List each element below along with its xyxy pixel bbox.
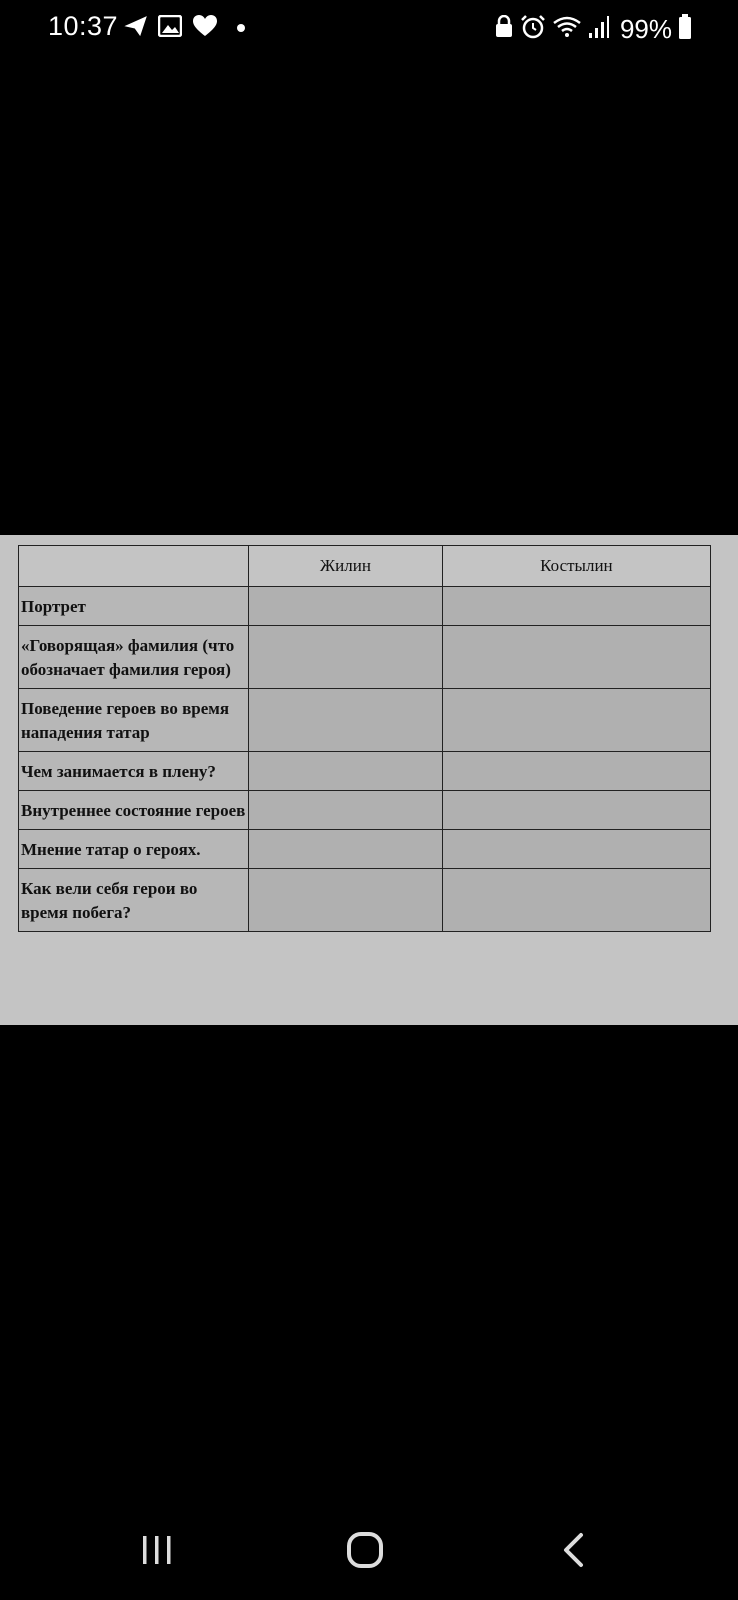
table-cell [249, 869, 443, 932]
worksheet-image[interactable] [0, 535, 738, 1025]
back-button[interactable] [543, 1526, 603, 1578]
row-label-portrait: Портрет [19, 587, 249, 626]
row-label-surname: «Говорящая» фамилия (что обозначает фамилия героя) [19, 626, 249, 689]
table-cell [442, 689, 710, 752]
row-label-inner-state: Внутреннее состояние героев [19, 791, 249, 830]
row-label-tatar-opinion: Мнение татар о героях. [19, 830, 249, 869]
row-label-escape: Как вели себя герои во время побега? [19, 869, 249, 932]
lock-icon [494, 15, 514, 44]
header-cell-zhilin: Жилин [249, 546, 443, 587]
gallery-icon [158, 15, 182, 42]
status-right-icons [494, 14, 692, 45]
table-cell [442, 830, 710, 869]
dot-icon [236, 20, 246, 38]
home-icon [346, 1531, 384, 1574]
navigation-bar [0, 1510, 738, 1600]
row-label-behavior-attack: Поведение героев во время нападения татар [19, 689, 249, 752]
battery-percent: 99% [619, 14, 672, 44]
signal-icon [588, 15, 610, 44]
home-button[interactable] [335, 1526, 395, 1578]
status-bar [0, 0, 738, 60]
status-left-icons [124, 14, 246, 43]
status-time: 10:37 [48, 11, 119, 41]
heart-icon [192, 14, 218, 43]
table-row [19, 626, 711, 689]
table-cell [249, 830, 443, 869]
recent-apps-button[interactable] [127, 1526, 187, 1578]
table-cell [249, 791, 443, 830]
battery-icon [678, 14, 692, 45]
table-cell [442, 587, 710, 626]
table-row [19, 791, 711, 830]
telegram-icon [124, 14, 148, 43]
table-cell [442, 752, 710, 791]
table-cell [442, 791, 710, 830]
table-row [19, 587, 711, 626]
table-row [19, 830, 711, 869]
table-cell [249, 752, 443, 791]
table-header-row [19, 546, 711, 587]
recent-apps-icon [140, 1535, 174, 1570]
table-cell [249, 689, 443, 752]
header-cell-empty [19, 546, 249, 587]
table-row [19, 689, 711, 752]
back-icon [561, 1532, 585, 1573]
wifi-icon [552, 15, 582, 44]
table-cell [249, 626, 443, 689]
header-cell-kostylin: Костылин [442, 546, 710, 587]
row-label-captivity: Чем занимается в плену? [19, 752, 249, 791]
table-row [19, 869, 711, 932]
table-cell [249, 587, 443, 626]
table-cell [442, 626, 710, 689]
table-row [19, 752, 711, 791]
table-cell [442, 869, 710, 932]
alarm-icon [520, 14, 546, 45]
worksheet-table [18, 545, 711, 932]
